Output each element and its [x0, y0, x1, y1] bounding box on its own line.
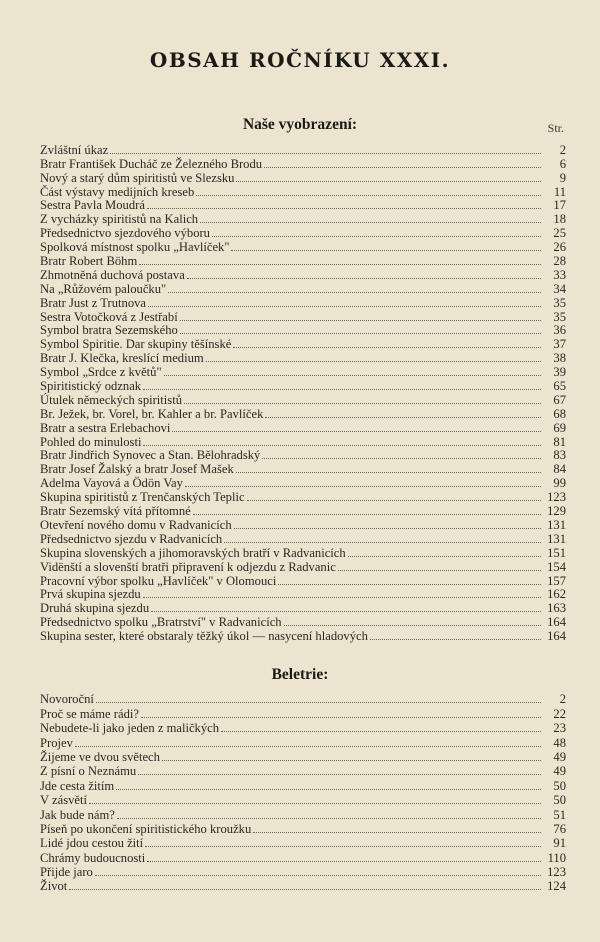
toc-entry [40, 861, 566, 880]
toc-entry-page: 35 [553, 309, 566, 324]
toc-entry [40, 875, 566, 894]
toc-entry-page: 164 [547, 629, 566, 644]
toc-entry-title: Část výstavy medijních kreseb [40, 184, 195, 199]
dot-leader [69, 875, 541, 890]
toc-entry-title: Symbol Spiritie. Dar skupiny těšínské [40, 337, 232, 352]
fiction-list [40, 688, 566, 894]
dot-leader [143, 375, 541, 390]
toc-entry-title: Symbol bratra Sezemského [40, 323, 178, 338]
dot-leader [253, 818, 541, 833]
toc-entry-title: Druhá skupina sjezdu [40, 601, 150, 616]
dot-leader [180, 306, 541, 321]
toc-entry [40, 702, 566, 721]
toc-entry-page: 50 [553, 793, 566, 808]
toc-entry-title: Chrámy budoucnosti [40, 850, 146, 865]
toc-entry-title: Sestra Votočková z Jestřabí [40, 309, 178, 324]
dot-leader [95, 861, 541, 876]
toc-entry-page: 50 [553, 778, 566, 793]
dot-leader [116, 774, 541, 789]
toc-entry-title: V zásvětí [40, 793, 87, 808]
toc-entry-page: 69 [553, 420, 566, 435]
dot-leader [138, 760, 541, 775]
illustrations-list [40, 139, 566, 644]
dot-leader [187, 264, 541, 279]
dot-leader [247, 486, 541, 501]
toc-entry-page: 81 [553, 434, 566, 449]
toc-entry-page: 38 [553, 351, 566, 366]
page-title: OBSAH ROČNÍKU XXXI. [149, 48, 451, 72]
toc-entry-page: 123 [547, 865, 566, 880]
page-column-label: Str. [547, 121, 564, 135]
toc-entry-title: Br. Ježek, br. Vorel, br. Kahler a br. Pavlíček [40, 406, 264, 421]
toc-entry-title: Život [40, 879, 68, 894]
toc-entry [40, 688, 566, 707]
dot-leader [168, 278, 541, 293]
dot-leader [185, 472, 541, 487]
dot-leader [338, 556, 541, 571]
toc-entry-title: Prvá skupina sjezdu [40, 587, 141, 602]
toc-entry-title: Symbol „Srdce z květů" [40, 365, 162, 380]
toc-entry-page: 83 [553, 448, 566, 463]
dot-leader [145, 832, 541, 847]
dot-leader [265, 403, 541, 418]
toc-entry-page: 99 [553, 476, 566, 491]
toc-entry [40, 746, 566, 764]
dot-leader [284, 611, 541, 626]
toc-entry-page: 154 [547, 559, 566, 574]
toc-entry-page: 68 [553, 406, 566, 421]
toc-entry-title: Skupina sester, které obstaraly těžký úkol — nasycení hladových [40, 629, 368, 644]
toc-entry-title: Píseň po ukončení spiritistického kroužku [40, 821, 252, 836]
toc-entry-title: Jak bude nám? [40, 807, 115, 822]
toc-entry-page: 11 [553, 184, 566, 199]
toc-entry-title: Skupina spiritistů z Trenčanských Teplic [40, 490, 245, 505]
dot-leader [206, 347, 541, 362]
illustrations-heading: Naše vyobrazení: [242, 116, 358, 133]
toc-entry-title: Nový a starý dům spiritistů ve Slezsku [40, 170, 235, 185]
toc-entry-page: 76 [553, 821, 566, 836]
toc-entry-title: Novoroční [40, 692, 94, 707]
toc-entry-title: Projev [40, 735, 73, 750]
dot-leader [370, 625, 541, 640]
dot-leader [141, 702, 541, 717]
toc-entry-page: 131 [547, 531, 566, 546]
dot-leader [233, 333, 541, 348]
dot-leader [262, 445, 541, 460]
toc-entry-title: Vidënští a slovenští bratři připravení k odjezdu z Radvanic [40, 559, 336, 574]
toc-entry [40, 774, 566, 793]
toc-entry-page: 49 [553, 764, 566, 779]
toc-entry-title: Na „Růžovém paloučku" [40, 281, 167, 296]
toc-entry-page: 48 [553, 735, 566, 750]
toc-entry [40, 818, 566, 836]
toc-entry-page: 34 [553, 281, 566, 296]
dot-leader [147, 195, 541, 210]
toc-entry-page: 123 [547, 490, 566, 505]
dot-leader [110, 139, 541, 154]
toc-entry-title: Bratr Jindřich Synovec a Stan. Bělohradský [40, 448, 261, 463]
toc-entry [40, 789, 566, 808]
toc-entry-page: 162 [547, 587, 566, 602]
toc-entry-page: 124 [547, 879, 566, 894]
toc-entry-title: Spolková místnost spolku „Havlíček" [40, 240, 230, 255]
dot-leader [147, 846, 541, 861]
toc-entry-title: Nebudete-li jako jeden z maličkých [40, 721, 220, 736]
dot-leader [193, 500, 541, 515]
toc-entry-title: Z písní o Neznámu [40, 764, 137, 779]
toc-entry [40, 153, 566, 171]
toc-entry-page: 131 [547, 517, 566, 532]
dot-leader [139, 250, 541, 265]
toc-entry-title: Z vycházky spiritistů na Kalich [40, 212, 199, 227]
dot-leader [221, 717, 541, 732]
dot-leader [117, 803, 541, 818]
toc-entry-title: Otevření nového domu v Radvanicích [40, 517, 232, 532]
toc-entry-page: 49 [553, 749, 566, 764]
toc-entry-page: 110 [547, 850, 566, 865]
toc-entry-title: Proč se máme rádi? [40, 706, 139, 721]
dot-leader [184, 389, 541, 404]
toc-entry-title: Spiritistický odznak [40, 379, 142, 394]
dot-leader [148, 292, 541, 307]
toc-entry-page: 17 [553, 198, 566, 213]
dot-leader [143, 584, 541, 599]
toc-entry-page: 36 [553, 323, 566, 338]
toc-entry-title: Bratr Josef Žalský a bratr Josef Mašek [40, 462, 234, 477]
toc-entry-page: 39 [553, 365, 566, 380]
toc-entry-page: 18 [553, 212, 566, 227]
toc-entry-title: Zhmotněná duchová postava [40, 267, 185, 282]
toc-entry-page: 26 [553, 240, 566, 255]
dot-leader [264, 153, 541, 168]
toc-entry-title: Útulek německých spiritistů [40, 392, 182, 407]
dot-leader [348, 542, 541, 557]
toc-entry-page: 2 [559, 692, 566, 707]
toc-entry-title: Zvláštní úkaz [40, 142, 109, 157]
dot-leader [162, 746, 541, 761]
dot-leader [196, 181, 541, 196]
toc-entry-page: 51 [553, 807, 566, 822]
toc-entry-title: Pracovní výbor spolku „Havlíček" v Olomouci [40, 573, 277, 588]
dot-leader [231, 236, 541, 251]
toc-entry-page: 9 [559, 170, 566, 185]
toc-entry-title: Adelma Vayová a Ödön Vay [40, 476, 183, 491]
toc-entry-title: Bratr J. Klečka, kreslící medium [40, 351, 204, 366]
dot-leader [200, 208, 541, 223]
dot-leader [278, 570, 541, 585]
dot-leader [89, 789, 541, 804]
toc-entry-page: 129 [547, 504, 566, 519]
toc-entry-page: 164 [547, 615, 566, 630]
toc-entry-page: 91 [553, 836, 566, 851]
toc-entry-page: 84 [553, 462, 566, 477]
toc-entry-title: Bratr Just z Trutnova [40, 295, 147, 310]
toc-entry-page: 22 [553, 706, 566, 721]
dot-leader [236, 167, 541, 182]
dot-leader [212, 222, 541, 237]
toc-entry-page: 25 [553, 226, 566, 241]
toc-entry-page: 33 [553, 267, 566, 282]
toc-entry-page: 6 [559, 156, 566, 171]
toc-entry-page: 35 [553, 295, 566, 310]
toc-entry-title: Bratr Sezemský vítá přítomné [40, 504, 191, 519]
toc-entry-page: 23 [553, 721, 566, 736]
toc-entry-page: 163 [547, 601, 566, 616]
dot-leader [143, 431, 541, 446]
dot-leader [75, 731, 541, 746]
toc-entry-title: Jde cesta žitím [40, 778, 115, 793]
toc-entry-title: Bratr a sestra Erlebachovi [40, 420, 171, 435]
toc-entry-title: Předsednictvo spolku „Bratrství" v Radvanicích [40, 615, 282, 630]
toc-entry-page: 151 [547, 545, 566, 560]
toc-entry-title: Předsednictvo sjezdu v Radvanicích [40, 531, 223, 546]
dot-leader [180, 320, 541, 335]
toc-entry [40, 803, 566, 822]
toc-entry-title: Předsednictvo sjezdového výboru [40, 226, 210, 241]
toc-entry-page: 67 [553, 392, 566, 407]
toc-entry-title: Žijeme ve dvou světech [40, 749, 160, 764]
toc-entry-title: Sestra Pavla Moudrá [40, 198, 145, 213]
toc-entry-title: Lidé jdou cestou žití [40, 836, 144, 851]
toc-entry-page: 37 [553, 337, 566, 352]
toc-entry-title: Pohled do minulosti [40, 434, 142, 449]
toc-entry-page: 65 [553, 379, 566, 394]
dot-leader [151, 597, 541, 612]
toc-entry-title: Skupina slovenských a jihomoravských bratří v Radvanicích [40, 545, 346, 560]
dot-leader [236, 458, 541, 473]
dot-leader [164, 361, 541, 376]
fiction-heading: Beletrie: [271, 666, 329, 683]
dot-leader [172, 417, 541, 432]
toc-entry [40, 139, 566, 157]
dot-leader [224, 528, 541, 543]
toc-entry [40, 731, 566, 750]
toc-entry-page: 2 [559, 142, 566, 157]
toc-entry-page: 28 [553, 254, 566, 269]
toc-entry-title: Bratr František Ducháč ze Železného Brodu [40, 156, 263, 171]
dot-leader [96, 688, 541, 703]
toc-entry-title: Přijde jaro [40, 865, 93, 880]
toc-entry-page: 157 [547, 573, 566, 588]
dot-leader [234, 514, 541, 529]
toc-entry-title: Bratr Robert Böhm [40, 254, 138, 269]
